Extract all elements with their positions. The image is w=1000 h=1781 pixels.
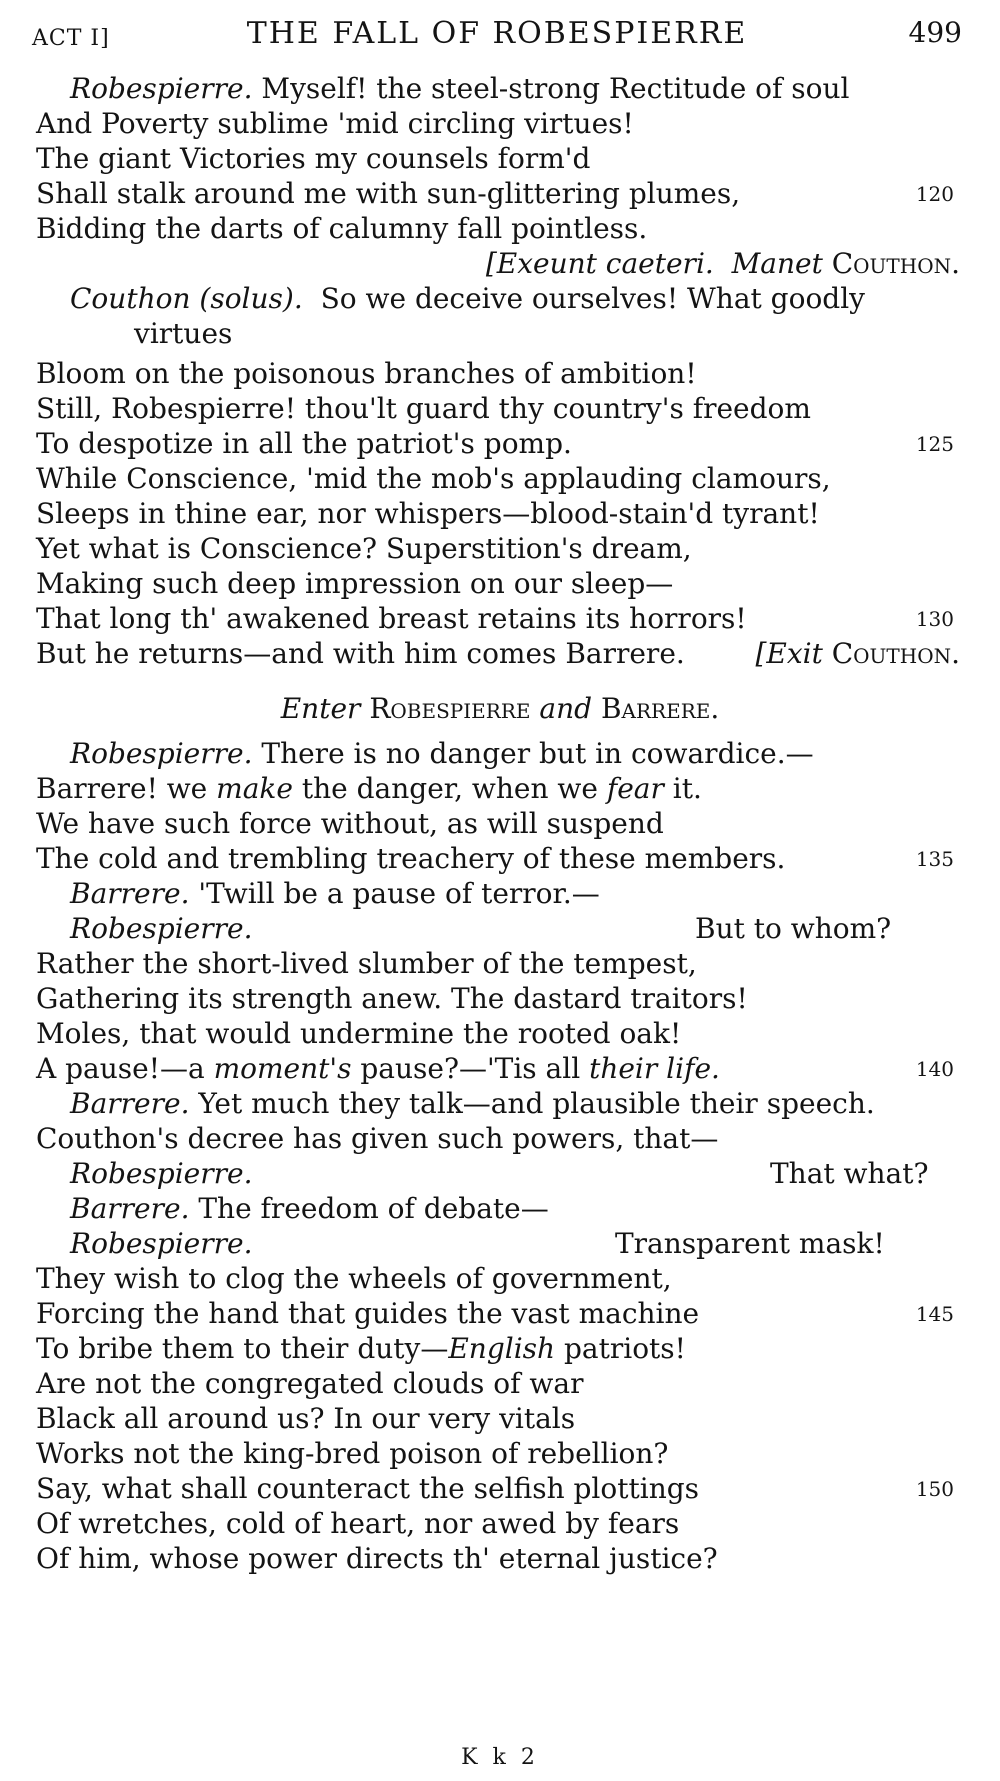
speaker-name: Couthon [70,282,191,315]
verse-line: Barrere. The freedom of debate— [70,1192,549,1225]
speaker-name: Robespierre. [70,737,253,770]
verse-line: A pause!—a moment's pause?—'Tis all their life. 140 [0,1050,1000,1088]
verse-line: Gathering its strength anew. The dastard traitors! [36,982,748,1015]
verse-line: Say, what shall counteract the selfish plottings 150 [0,1470,1000,1508]
verse-line: Shall stalk around me with sun-glittering plumes, 120 [0,175,1000,213]
verse-line: Robespierre. Transparent mask! [70,1227,885,1260]
verse-line: To despotize in all the patriot's pomp. 125 [0,425,1000,463]
signature-mark: K k 2 [461,1745,539,1770]
verse-line: Bloom on the poisonous branches of ambition! [36,357,697,390]
line-number: 135 [915,847,954,871]
verse-line: The cold and trembling treachery of these members. 135 [0,840,1000,878]
speaker-name: Barrere. [70,1087,190,1120]
line-number: 150 [915,1477,954,1501]
verse-line: They wish to clog the wheels of government, [36,1262,672,1295]
speaker-name: Robespierre. [70,1227,253,1260]
verse-line: Robespierre. There is no danger but in cowardice.— [70,737,814,770]
speaker-name: Barrere. [70,1192,190,1225]
act-label: ACT I] [32,26,110,51]
verse-line: Barrere! we make the danger, when we fear it. [36,772,702,805]
verse-line: That long th' awakened breast retains its horrors! 130 [0,600,1000,638]
verse-line: Robespierre. But to whom? [70,912,892,945]
verse-line: Robespierre. Myself! the steel-strong Rectitude of soul [70,72,850,105]
stage-direction: [Exit Couthon. [755,637,960,670]
verse-line: Couthon's decree has given such powers, that— [36,1122,719,1155]
line-number: 120 [915,182,954,206]
speaker-name: Robespierre. [70,1157,253,1190]
verse-line: And Poverty sublime 'mid circling virtues! [36,107,634,140]
speaker-name: Robespierre. [70,912,253,945]
speaker-name: Robespierre. [70,72,253,105]
verse-line: Couthon (solus). So we deceive ourselves! What goodly [70,282,866,315]
line-number: 130 [915,607,954,631]
verse-line: To bribe them to their duty—English patriots! [36,1332,686,1365]
line-number: 145 [915,1302,954,1326]
verse-line: Making such deep impression on our sleep— [36,567,674,600]
verse-line: Bidding the darts of calumny fall pointless. [36,212,648,245]
verse-line: Rather the short-lived slumber of the tempest, [36,947,697,980]
speaker-name: Barrere. [70,877,190,910]
verse-line: Works not the king-bred poison of rebellion? [36,1437,669,1470]
verse-line: Robespierre. That what? [70,1157,929,1190]
verse-line: Moles, that would undermine the rooted oak! [36,1017,682,1050]
verse-line: Of him, whose power directs th' eternal justice? [36,1542,718,1575]
verse-line: Sleeps in thine ear, nor whispers—blood-stain'd tyrant! [36,497,820,530]
verse-line: Are not the congregated clouds of war [36,1367,584,1400]
stage-direction: [Exeunt caeteri. Manet Couthon. [485,247,960,280]
line-number: 140 [915,1057,954,1081]
page-number: 499 [908,16,962,49]
verse-line: Still, Robespierre! thou'lt guard thy country's freedom [36,392,811,425]
line-number: 125 [915,432,954,456]
verse-line: Of wretches, cold of heart, nor awed by fears [36,1507,680,1540]
running-title: THE FALL OF ROBESPIERRE [246,16,748,51]
verse-line: Forcing the hand that guides the vast machine 145 [0,1295,1000,1333]
verse-line: But he returns—and with him comes Barrere. [Exit Couthon. [0,635,1000,673]
running-header [32,14,962,54]
verse-line: Black all around us? In our very vitals [36,1402,576,1435]
verse-line: Barrere. Yet much they talk—and plausible their speech. [70,1087,875,1120]
verse-line: Yet what is Conscience? Superstition's dream, [36,532,692,565]
verse-line: virtues [134,317,233,350]
verse-line: The giant Victories my counsels form'd [36,142,591,175]
verse-line: While Conscience, 'mid the mob's applauding clamours, [36,462,831,495]
verse-line: We have such force without, as will suspend [36,807,664,840]
entrance-direction: Enter Robespierre and Barrere. [280,692,720,725]
verse-line: Barrere. 'Twill be a pause of terror.— [70,877,600,910]
